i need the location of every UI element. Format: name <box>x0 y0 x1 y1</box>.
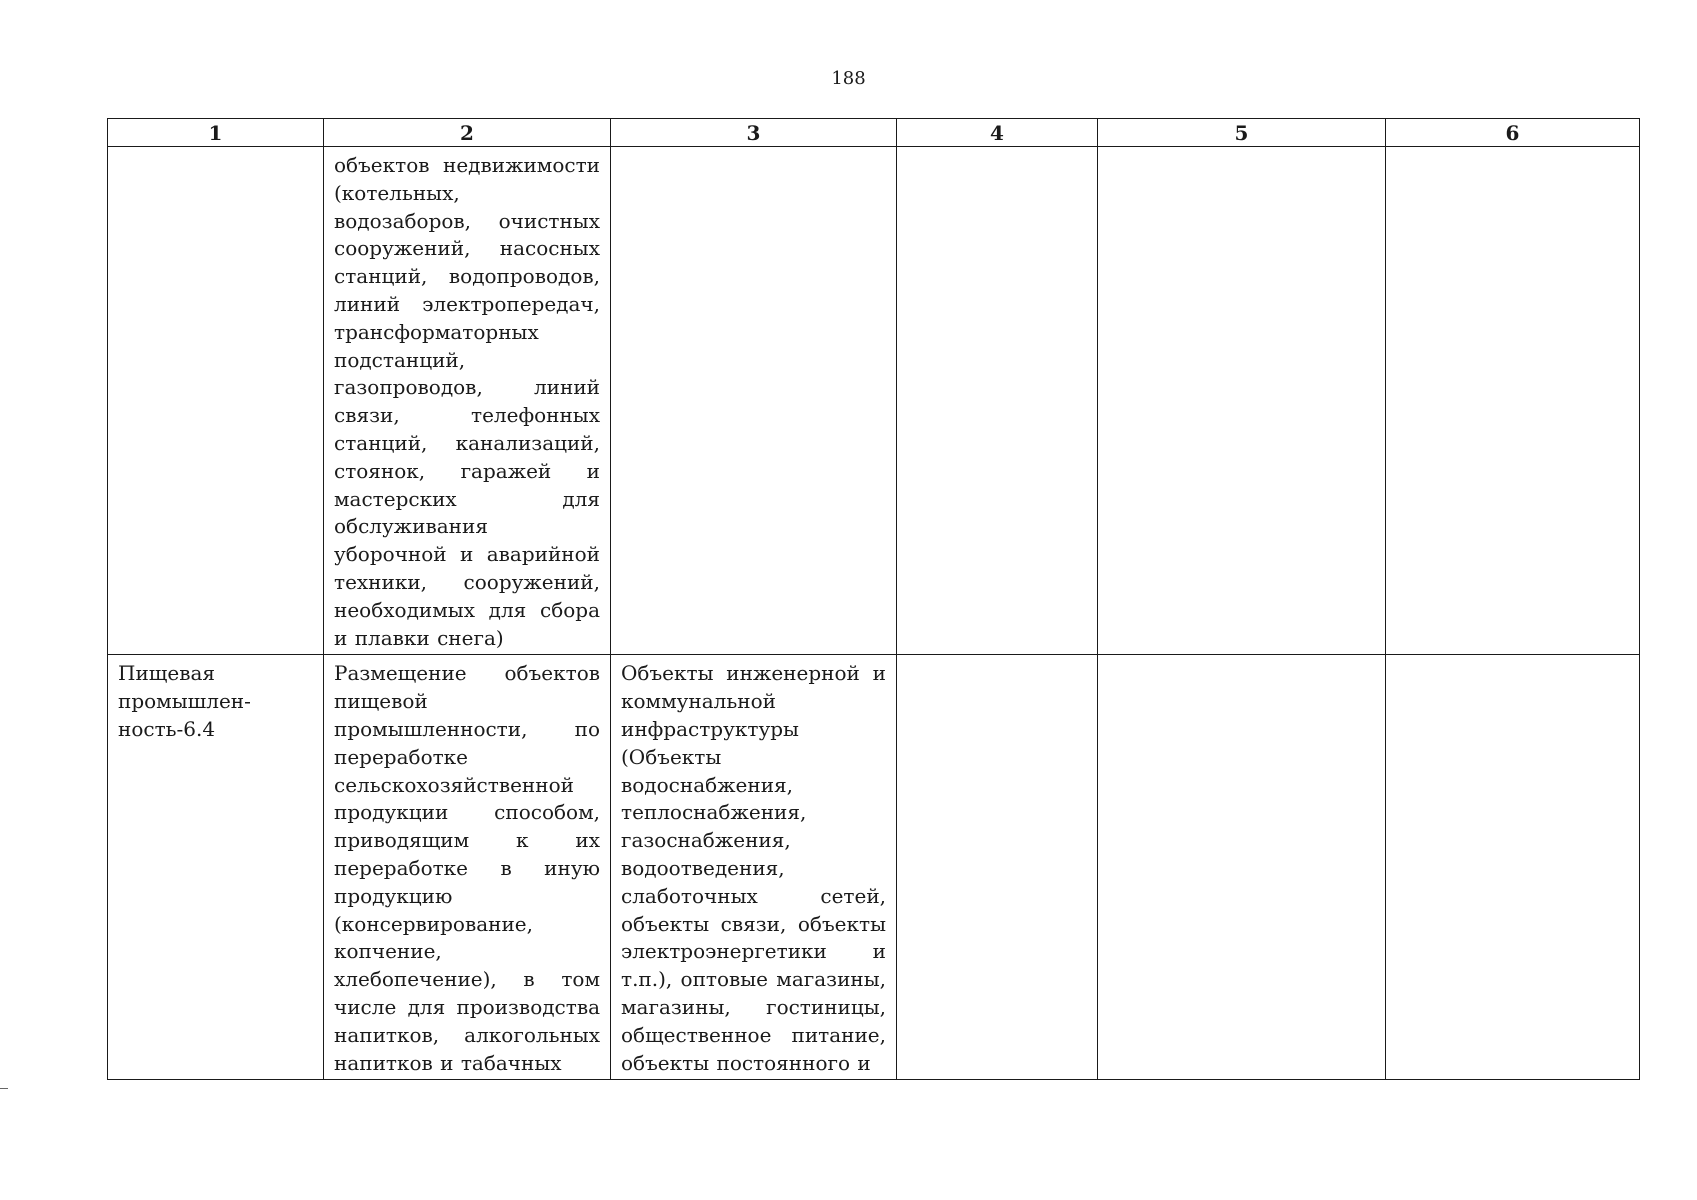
margin-mark <box>0 1088 8 1089</box>
column-header-1: 1 <box>108 119 324 147</box>
table-cell-row1-col4 <box>897 147 1098 655</box>
table-cell-row2-col4 <box>897 655 1098 1080</box>
page-number: 188 <box>831 68 866 89</box>
table-cell-row2-col1: Пищевая промышлен-ность-6.4 <box>108 655 324 1080</box>
table-cell-row1-col1 <box>108 147 324 655</box>
zoning-table <box>107 118 1640 1080</box>
column-header-2: 2 <box>324 119 611 147</box>
table-cell-row2-col3: Объекты инженерной и коммунальной инфраструктуры (Объекты водоснабжения, теплоснабжения, газоснабжения, водоотведения, слаботочных сетей, объекты связи, объекты электроэнергетики и т.п.), оптовые магазины, магазины, гостиницы, общественное питание, объекты постоянного и <box>611 655 897 1080</box>
table-cell-row2-col2: Размещение объектов пищевой промышленности, по переработке сельскохозяйственной продукции способом, приводящим к их переработке в иную продукцию (консервирование, копчение, хлебопечение), в том числе для производства напитков, алкогольных напитков и табачных <box>324 655 611 1080</box>
table-cell-row2-col6 <box>1386 655 1640 1080</box>
table-cell-row1-col3 <box>611 147 897 655</box>
table-cell-row2-col5 <box>1098 655 1386 1080</box>
column-header-6: 6 <box>1386 119 1640 147</box>
column-header-5: 5 <box>1098 119 1386 147</box>
column-header-3: 3 <box>611 119 897 147</box>
column-header-4: 4 <box>897 119 1098 147</box>
table-row <box>108 655 1640 1080</box>
table-row <box>108 147 1640 655</box>
table-cell-row1-col2: объектов недвижимости (котельных, водозаборов, очистных сооружений, насосных станций, водопроводов, линий электропередач, трансформаторных подстанций, газопроводов, линий связи, телефонных станций, канализаций, стоянок, гаражей и мастерских для обслуживания уборочной и аварийной техники, сооружений, необходимых для сбора и плавки снега) <box>324 147 611 655</box>
table-cell-row1-col5 <box>1098 147 1386 655</box>
table-cell-row1-col6 <box>1386 147 1640 655</box>
table-header-row <box>108 119 1640 147</box>
